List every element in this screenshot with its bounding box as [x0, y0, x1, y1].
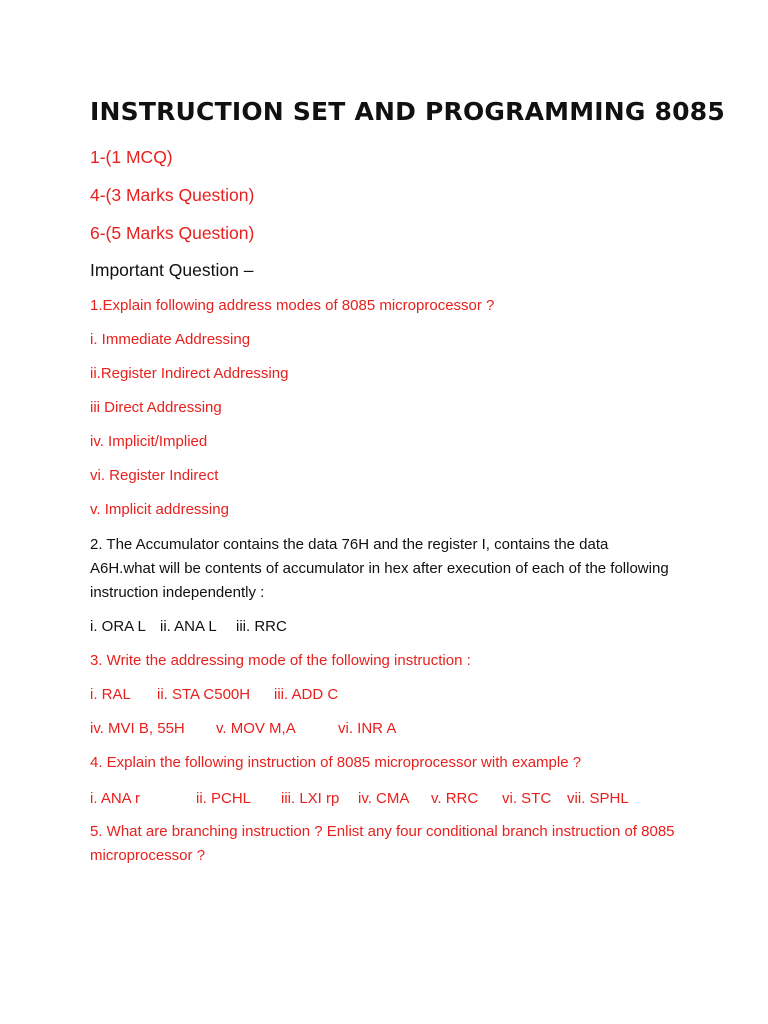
q4-option-6: vi. STC [502, 790, 552, 807]
q3-option-2: ii. STA C500H [157, 686, 251, 703]
q3-option-1: i. RAL [90, 686, 131, 703]
q3-option-5: v. MOV M,A [216, 720, 296, 737]
q3-option-4: iv. MVI B, 55H [90, 720, 185, 737]
q4-options [90, 787, 650, 811]
q2-option-3: iii. RRC [236, 618, 287, 635]
q3-row-2 [90, 717, 490, 741]
q3-option-3: iii. ADD C [274, 686, 339, 703]
q2-option-2: ii. ANA L [160, 618, 217, 635]
q1-item-3: iii Direct Addressing [90, 399, 222, 416]
question-2: 2. The Accumulator contains the data 76H and the register I, contains the data A6H.what will be contents of accumulator in hex after execution of each of the following instruction independently : [90, 536, 669, 601]
marks-mcq: 1-(1 MCQ) [90, 147, 173, 167]
marks-three: 4-(3 Marks Question) [90, 185, 255, 205]
question-1: 1.Explain following address modes of 8085 microprocessor ? [90, 297, 495, 314]
q4-option-7: vii. SPHL [567, 790, 629, 807]
q2-options [90, 615, 390, 639]
question-3: 3. Write the addressing mode of the following instruction : [90, 652, 471, 669]
question-4: 4. Explain the following instruction of 8085 microprocessor with example ? [90, 754, 582, 771]
question-5: 5. What are branching instruction ? Enlist any four conditional branch instruction of 8085 microprocessor ? [90, 823, 675, 864]
q1-item-4: iv. Implicit/Implied [90, 433, 208, 450]
q3-option-6: vi. INR A [338, 720, 397, 737]
q1-item-6: v. Implicit addressing [90, 501, 229, 518]
q1-item-1: i. Immediate Addressing [90, 331, 251, 348]
q3-row-1 [90, 683, 490, 707]
q1-item-2: ii.Register Indirect Addressing [90, 365, 289, 382]
q4-option-4: iv. CMA [358, 790, 410, 807]
q4-option-2: ii. PCHL [196, 790, 252, 807]
marks-five: 6-(5 Marks Question) [90, 223, 255, 243]
important-heading: Important Question – [90, 260, 254, 280]
document-title: INSTRUCTION SET AND PROGRAMMING 8085 [90, 97, 725, 126]
q4-option-3: iii. LXI rp [281, 790, 340, 807]
q2-option-1: i. ORA L [90, 618, 146, 635]
q1-item-5: vi. Register Indirect [90, 467, 219, 484]
q4-option-5: v. RRC [431, 790, 479, 807]
q4-option-1: i. ANA r [90, 790, 141, 807]
